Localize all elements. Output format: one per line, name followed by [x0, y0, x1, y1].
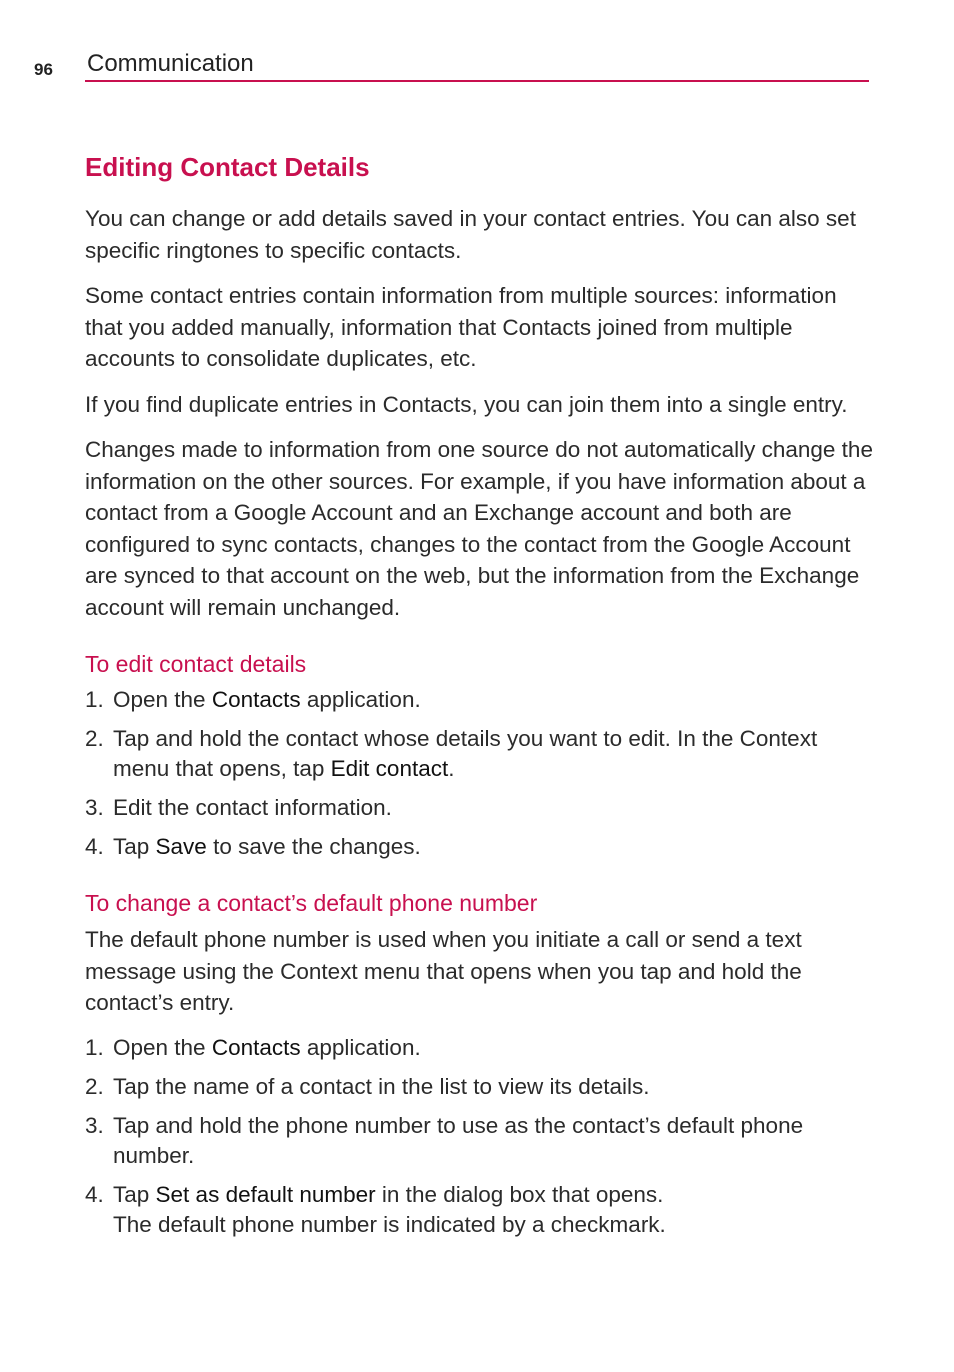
- intro-paragraph: Some contact entries contain information from multiple sources: information that you added manually, information that Contacts joined from multiple accounts to consolidate duplicates, etc.: [85, 283, 837, 371]
- ui-term: Contacts: [211, 1034, 301, 1060]
- step-number: 4.: [85, 834, 104, 859]
- edit-details-steps: [85, 685, 875, 862]
- page-content: [85, 150, 875, 1249]
- step-number: 1.: [85, 687, 104, 712]
- default-number-description: The default phone number is used when you initiate a call or send a text message using the Context menu that opens when you tap and hold the contact’s entry.: [85, 927, 802, 1015]
- step-text: Edit the contact information.: [113, 795, 392, 820]
- step-text: Tap Save to save the changes.: [113, 834, 421, 859]
- default-number-heading: To change a contact’s default phone number: [85, 890, 538, 916]
- step-item: [85, 1033, 875, 1063]
- step-item: [85, 1111, 875, 1171]
- page-number: 96: [34, 60, 53, 79]
- step-number: 3.: [85, 1112, 104, 1138]
- step-item: [85, 685, 875, 715]
- step-number: 4.: [85, 1181, 104, 1207]
- section-name: Communication: [87, 50, 254, 77]
- ui-term: Save: [155, 834, 207, 859]
- step-text: Open the Contacts application.: [113, 687, 421, 712]
- edit-details-heading: To edit contact details: [85, 651, 307, 677]
- step-number: 2.: [85, 726, 104, 751]
- step-item: [85, 724, 875, 784]
- step-number: 3.: [85, 795, 104, 820]
- step-number: 1.: [85, 1034, 104, 1060]
- step-text: Tap and hold the contact whose details you want to edit. In the Context menu that opens, tap Edit contact.: [113, 726, 818, 781]
- step-item: [85, 793, 875, 823]
- ui-term: Contacts: [211, 687, 301, 712]
- step-text: Tap the name of a contact in the list to view its details.: [113, 1073, 650, 1099]
- step-item: [85, 1180, 875, 1240]
- intro-paragraph: Changes made to information from one source do not automatically change the information on the other sources. For example, if you have information about a contact from a Google Account and an Exchange account and both are configured to sync contacts, changes to the contact from the Google Account are synced to that account on the web, but the information from the Exchange account will remain unchanged.: [85, 437, 873, 620]
- page-title: Editing Contact Details: [85, 152, 370, 182]
- step-note: The default phone number is indicated by a checkmark.: [113, 1211, 666, 1237]
- step-number: 2.: [85, 1073, 104, 1099]
- step-item: [85, 1072, 875, 1102]
- step-item: [85, 832, 875, 862]
- step-text: Tap Set as default number in the dialog box that opens. The default phone number is indicated by a checkmark.: [113, 1181, 666, 1237]
- step-text: Tap and hold the phone number to use as the contact’s default phone number.: [113, 1112, 804, 1168]
- header-divider: [85, 80, 869, 82]
- step-text: Open the Contacts application.: [113, 1034, 421, 1060]
- ui-term: Edit contact: [330, 756, 449, 781]
- intro-paragraph: You can change or add details saved in your contact entries. You can also set specific ringtones to specific contacts.: [85, 206, 856, 263]
- default-number-steps: [85, 1033, 875, 1240]
- ui-term: Set as default number: [155, 1181, 376, 1207]
- intro-paragraph: If you find duplicate entries in Contacts, you can join them into a single entry.: [85, 391, 848, 417]
- page-header: [34, 50, 869, 84]
